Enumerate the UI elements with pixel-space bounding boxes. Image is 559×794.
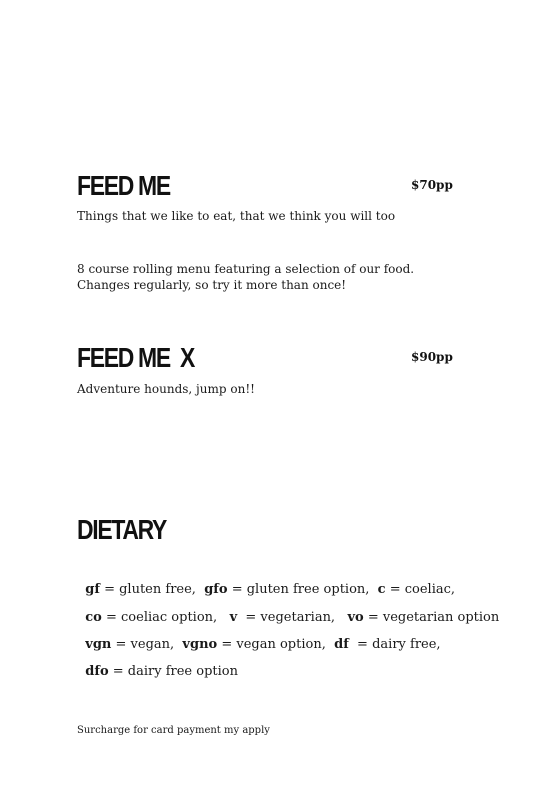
diet-code: gf [85, 582, 100, 597]
diet-code: c [377, 582, 386, 597]
feed-me-x-tagline: Adventure hounds, jump on!! [77, 382, 255, 396]
diet-code: vo [347, 610, 364, 625]
diet-meaning: = vegetarian option [363, 610, 500, 625]
diet-meaning: = coeliac, [385, 582, 456, 597]
dietary-line-1 [77, 567, 455, 597]
diet-code: co [85, 610, 102, 625]
diet-meaning: = vegan, [111, 637, 183, 652]
diet-meaning: = gluten free, [99, 582, 205, 597]
feed-me-tagline: Things that we like to eat, that we think you will too [77, 209, 396, 223]
feed-me-description-line2: Changes regularly, so try it more than once! [77, 278, 347, 292]
dietary-line-2 [77, 595, 499, 625]
feed-me-title: FEED ME [77, 170, 170, 201]
diet-meaning: = dairy free, [348, 637, 441, 652]
diet-meaning: = vegetarian, [237, 610, 348, 625]
diet-code: df [334, 637, 349, 652]
diet-meaning: = vegan option, [217, 637, 335, 652]
diet-meaning: = coeliac option, [101, 610, 230, 625]
dietary-line-3 [77, 622, 441, 652]
feed-me-price: $70pp [411, 178, 453, 192]
dietary-title: DIETARY [77, 514, 167, 545]
surcharge-note: Surcharge for card payment my apply [77, 725, 270, 736]
feed-me-x-title: FEED ME X [77, 342, 195, 373]
diet-meaning: = gluten free option, [227, 582, 378, 597]
diet-code: vgn [85, 637, 112, 652]
diet-meaning: = dairy free option [108, 664, 238, 679]
diet-code: gfo [204, 582, 228, 597]
feed-me-x-price: $90pp [411, 350, 453, 364]
diet-code: v [229, 610, 238, 625]
dietary-line-4 [77, 649, 238, 679]
diet-code: dfo [85, 664, 109, 679]
feed-me-description-line1: 8 course rolling menu featuring a selection of our food. [77, 262, 415, 276]
diet-code: vgno [182, 637, 218, 652]
